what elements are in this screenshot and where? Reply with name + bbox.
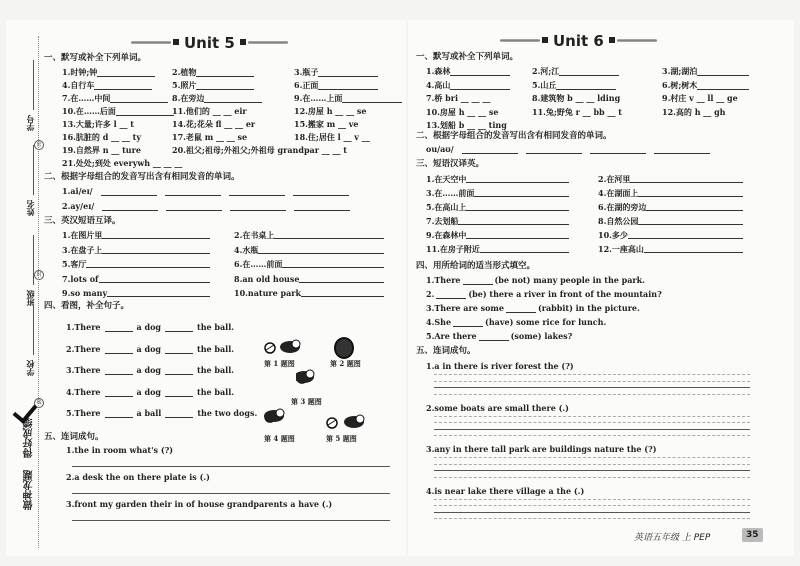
fill-item (426, 303, 640, 313)
answer-blank[interactable] (293, 187, 349, 196)
item-text: a dog (136, 322, 162, 332)
title-decoration-icon (173, 39, 179, 45)
answer-blank[interactable] (165, 187, 221, 196)
word-item (662, 80, 749, 90)
section-heading: 三、短语汉译英。 (416, 159, 485, 169)
item-text: the ball. (197, 365, 235, 375)
item-text: 7.去划船 (426, 216, 459, 226)
answer-blank[interactable] (105, 366, 133, 375)
picture-caption: 第 5 题图 (326, 434, 357, 443)
item-text: 6.正面 (294, 80, 319, 90)
section-heading: 一、默写或补全下列单词。 (44, 53, 147, 63)
item-text: 4.水瓶 (234, 244, 259, 255)
word-item (62, 106, 174, 116)
reorder-item: 2.a desk the on there plate is (.) (66, 472, 210, 482)
item-text: (some) lakes? (510, 331, 573, 341)
answer-blank[interactable] (630, 174, 743, 183)
sidebar-label: 学号 (25, 115, 35, 131)
word-item (62, 145, 141, 155)
item-text: (rabbit) in the picture. (537, 303, 640, 313)
answer-blank[interactable] (697, 67, 749, 76)
word-item (62, 80, 152, 90)
sidebar-label: 姓名 (25, 200, 35, 216)
item-text: 5.山丘 (532, 79, 557, 90)
word-item (172, 67, 254, 77)
item-text: 9.so many (62, 288, 108, 298)
item-text: the ball. (197, 386, 235, 397)
phonics-item (62, 201, 350, 211)
phrase-item (234, 288, 384, 298)
item-text: 1.时钟;钟 (62, 67, 98, 77)
item-text: 12.一座高山 (598, 244, 644, 254)
item-text: 3.湖;湖泊 (662, 66, 698, 76)
answer-line[interactable] (434, 477, 750, 478)
answer-line[interactable] (434, 464, 750, 465)
answer-line[interactable] (434, 387, 750, 388)
item-text: 3.在盘子上 (62, 244, 103, 255)
item-text: 13.划船 b __ __ ting (426, 120, 507, 130)
item-text: 2.在河里 (598, 174, 631, 184)
seal-circle: 密 (34, 140, 44, 150)
answer-blank[interactable] (466, 202, 569, 211)
answer-line[interactable] (434, 374, 750, 375)
answer-blank[interactable] (466, 174, 569, 183)
answer-blank[interactable] (590, 145, 646, 154)
phrase-item (426, 216, 569, 226)
phrase-item (62, 245, 210, 255)
word-item (662, 66, 749, 76)
answer-line[interactable] (434, 512, 750, 513)
answer-blank[interactable] (628, 230, 743, 239)
item-text: a dog (136, 365, 162, 375)
item-text: 4.高山 (426, 79, 451, 90)
item-text: 1.森林 (426, 66, 451, 76)
answer-blank[interactable] (458, 216, 569, 225)
section-heading: 五、连词成句。 (44, 432, 104, 442)
answer-blank[interactable] (644, 244, 743, 253)
item-text: 2.ay/eɪ/ (62, 201, 95, 211)
phrase-item (234, 230, 384, 240)
title-decoration (500, 39, 540, 42)
item-text: 1.ai/eɪ/ (62, 186, 93, 196)
word-item (294, 132, 370, 142)
title-decoration (248, 41, 288, 44)
book-title: 英语五年级 上 PEP (634, 533, 711, 543)
answer-blank[interactable] (463, 276, 493, 285)
phrase-item (598, 202, 743, 212)
sentence-item (66, 322, 234, 332)
answer-line[interactable] (434, 505, 750, 506)
answer-blank[interactable] (258, 245, 384, 254)
answer-blank[interactable] (165, 345, 193, 354)
item-text: 11.兔;野兔 r __ bb __ t (532, 106, 622, 117)
item-text: 8.an old house (234, 273, 300, 284)
sentence-item (66, 344, 234, 354)
phrase-item (234, 274, 384, 284)
phrase-item (234, 245, 384, 255)
item-text: 7.桥 bri __ __ __ (426, 93, 491, 103)
answer-blank[interactable] (479, 332, 509, 341)
item-text: 2.在书桌上 (234, 230, 275, 240)
phrase-item (598, 230, 743, 240)
item-text: the ball. (197, 343, 235, 354)
word-item (294, 80, 378, 90)
phonics-item (62, 186, 349, 196)
section-heading: 一、默写或补全下列单词。 (416, 52, 519, 62)
answer-line[interactable] (434, 518, 750, 519)
reorder-item: 3.any in there tall park are buildings nature the (?) (426, 444, 657, 454)
answer-blank[interactable] (105, 345, 133, 354)
item-text: 16.肮脏的 d __ __ ty (62, 132, 141, 142)
answer-line[interactable] (434, 416, 750, 417)
answer-blank[interactable] (105, 323, 133, 332)
answer-line[interactable] (434, 457, 750, 458)
dog-ball-picture-5 (326, 413, 366, 429)
item-text: a ball (136, 408, 162, 418)
item-text: 7.在……中间 (62, 93, 111, 103)
item-text: 6.在……前面 (234, 259, 283, 269)
word-item (62, 93, 168, 103)
word-item (532, 107, 622, 117)
answer-blank[interactable] (229, 187, 285, 196)
answer-blank[interactable] (107, 288, 210, 297)
answer-blank[interactable] (506, 304, 536, 313)
title-decoration-icon (542, 37, 548, 43)
word-item (426, 66, 510, 76)
answer-blank[interactable] (697, 81, 749, 90)
item-text: 1.在图片里 (62, 230, 103, 240)
item-text: the ball. (197, 322, 235, 332)
item-text: 10.多少 (598, 230, 628, 240)
item-text: 11.在房子附近 (426, 244, 480, 254)
item-text: 4.自行车 (62, 80, 95, 90)
answer-blank[interactable] (474, 188, 569, 197)
answer-blank[interactable] (99, 274, 211, 283)
phonics-item (426, 144, 710, 154)
phrase-item (426, 174, 569, 184)
sentence-item (66, 408, 257, 418)
sentence-item (66, 387, 234, 397)
answer-blank[interactable] (165, 366, 193, 375)
item-text: 12.房屋 h __ __ se (294, 106, 367, 116)
answer-blank[interactable] (116, 107, 174, 116)
title-decoration-icon (240, 39, 246, 45)
answer-blank[interactable] (165, 323, 193, 332)
word-item (294, 119, 358, 129)
answer-blank[interactable] (94, 81, 152, 90)
dog-ball-picture-2 (334, 337, 354, 359)
item-text: 9.在森林中 (426, 230, 467, 240)
word-item (294, 106, 366, 116)
word-item (172, 80, 254, 90)
item-text: 1.There (426, 275, 461, 285)
item-text: ou/aʊ/ (426, 144, 454, 154)
fill-item (426, 331, 572, 341)
answer-blank[interactable] (526, 145, 582, 154)
item-text: 14.花;花朵 fl __ __ er (172, 119, 256, 129)
word-item (172, 119, 255, 129)
page-number: 35 (742, 528, 763, 542)
picture-caption: 第 2 题图 (330, 359, 361, 368)
item-text: 5.Are there (426, 331, 477, 341)
phrase-item (426, 188, 569, 198)
answer-blank[interactable] (646, 202, 743, 211)
word-item (62, 158, 182, 168)
answer-blank[interactable] (638, 188, 743, 197)
item-text: 2. (426, 289, 435, 299)
phrase-item (426, 202, 569, 212)
answer-blank[interactable] (196, 81, 254, 90)
fill-item (426, 275, 645, 285)
item-text: 5.There (66, 408, 101, 418)
dog-ball-picture-4 (264, 407, 286, 423)
answer-line[interactable] (72, 520, 390, 521)
item-text: 5.照片 (172, 80, 197, 90)
section-heading: 二、根据字母组合的发音写出含有相同发音的单词。 (416, 131, 612, 141)
item-text: 21.处处;到处 everywh __ __ __ (62, 158, 183, 168)
item-text: 17.老鼠 m __ __ se (172, 132, 248, 142)
phrase-item (426, 244, 569, 254)
answer-blank[interactable] (101, 187, 157, 196)
phrase-item (426, 230, 569, 240)
phrase-item (62, 288, 210, 298)
item-text: 7.lots of (62, 273, 99, 284)
item-text: 13.大量;许多 l __ t (62, 119, 134, 129)
item-text: 8.在旁边 (172, 93, 205, 103)
answer-line[interactable] (72, 493, 390, 494)
item-text: a dog (136, 343, 162, 354)
slogan: 得好成绩 (24, 418, 35, 458)
word-item (662, 107, 726, 117)
section-heading: 二、根据字母组合的发音写出含有相同发音的单词。 (44, 172, 240, 182)
item-text: (have) some rice for lunch. (485, 317, 607, 327)
sidebar-fill-line[interactable] (33, 305, 34, 355)
item-text: 2.河;江 (532, 66, 560, 76)
answer-line[interactable] (434, 422, 750, 423)
answer-blank[interactable] (318, 68, 378, 77)
item-text: 9.在……上面 (294, 93, 343, 103)
sidebar-fill-line[interactable] (33, 145, 34, 195)
answer-line[interactable] (434, 499, 750, 500)
reorder-item: 2.some boats are small there (.) (426, 402, 569, 413)
item-text: 3.在……前面 (426, 188, 475, 198)
reorder-item: 4.is near lake there village a the (.) (426, 485, 585, 496)
item-text: 8.自然公园 (598, 216, 639, 226)
sidebar-label: 班级 (25, 290, 35, 306)
word-item (62, 132, 141, 142)
item-text: 12.高的 h __ gh (662, 106, 726, 117)
answer-line[interactable] (434, 381, 750, 382)
item-text: 10.nature park (234, 288, 302, 298)
word-item (172, 93, 262, 103)
answer-blank[interactable] (559, 67, 619, 76)
item-text: 9.村庄 v __ ll __ ge (662, 93, 738, 103)
answer-blank[interactable] (196, 68, 254, 77)
item-text: 3.There are some (426, 303, 504, 313)
answer-blank[interactable] (654, 145, 710, 154)
phrase-item (234, 259, 384, 269)
item-text: 3.There (66, 365, 101, 375)
word-item (426, 107, 498, 117)
item-text: 5.在高山上 (426, 202, 467, 212)
answer-blank[interactable] (166, 202, 222, 211)
answer-line[interactable] (434, 429, 750, 430)
word-item (62, 119, 134, 129)
answer-blank[interactable] (165, 388, 193, 397)
item-text: 18.住;居住 l __ v __ (294, 132, 370, 142)
picture-caption: 第 4 题图 (264, 434, 295, 443)
picture-caption: 第 3 题图 (291, 397, 322, 406)
word-item (172, 106, 247, 116)
phrase-item (62, 230, 210, 240)
reorder-item: 1.the in room what's (?) (66, 445, 174, 455)
item-text: 2.植物 (172, 67, 197, 77)
dog-ball-picture-3 (296, 368, 316, 384)
sentence-item (66, 365, 234, 375)
seal-circle: 封 (34, 270, 44, 280)
item-text: 6.树;树木 (662, 79, 698, 90)
sidebar-label: 学校 (25, 360, 35, 376)
title-decoration (131, 41, 171, 44)
answer-blank[interactable] (299, 274, 384, 283)
answer-blank[interactable] (318, 81, 378, 90)
right-page (408, 20, 794, 556)
item-text: 2.There (66, 343, 101, 354)
item-text: 15.搬家 m __ ve (294, 119, 359, 129)
item-text: 19.自然界 n __ ture (62, 145, 141, 155)
seal-circle: 线 (34, 398, 44, 408)
answer-blank[interactable] (204, 94, 262, 103)
phrase-item (62, 274, 210, 284)
fill-item (426, 317, 606, 327)
word-item (532, 93, 620, 103)
item-text: 1.在天空中 (426, 174, 467, 184)
answer-line[interactable] (434, 435, 750, 436)
word-item (426, 120, 507, 130)
picture-caption: 第 1 题图 (264, 359, 295, 368)
item-text: a dog (136, 386, 162, 397)
answer-blank[interactable] (342, 94, 402, 103)
item-text: (be) there a river in front of the mountain? (468, 289, 662, 299)
phrase-item (62, 259, 210, 269)
answer-line[interactable] (434, 470, 750, 471)
word-item (662, 93, 738, 103)
item-text: 6.在湖的旁边 (598, 202, 647, 212)
answer-blank[interactable] (462, 145, 518, 154)
item-text: 10.在……后面 (62, 106, 116, 116)
section-heading: 四、看图，补全句子。 (44, 301, 130, 311)
sidebar-fill-line[interactable] (33, 60, 34, 110)
word-item (532, 66, 619, 76)
item-text: 11.他们的 __ __ eir (172, 106, 247, 116)
word-item (426, 80, 510, 90)
answer-blank[interactable] (97, 68, 155, 77)
answer-blank[interactable] (165, 409, 193, 418)
phrase-item (598, 174, 743, 184)
answer-blank[interactable] (638, 216, 743, 225)
left-page (6, 20, 406, 556)
answer-line[interactable] (72, 466, 390, 467)
title-decoration (617, 39, 657, 42)
section-heading: 四、用所给词的适当形式填空。 (416, 261, 536, 271)
reorder-item: 1.a in there is river forest the (?) (426, 361, 574, 371)
answer-blank[interactable] (282, 259, 384, 268)
phrase-item (598, 188, 743, 198)
answer-blank[interactable] (102, 230, 210, 239)
answer-blank[interactable] (105, 388, 133, 397)
phrase-item (598, 244, 743, 254)
item-text: 4.She (426, 317, 452, 327)
word-item (62, 67, 155, 77)
word-item (172, 132, 247, 142)
fill-item (426, 289, 662, 299)
item-text: the two dogs. (197, 408, 258, 418)
answer-blank[interactable] (102, 202, 158, 211)
item-text: 1.There (66, 322, 101, 332)
word-item (426, 93, 490, 103)
slogan: 做神龙题 (24, 470, 35, 510)
item-text: 5.客厅 (62, 259, 87, 269)
answer-blank[interactable] (556, 81, 616, 90)
answer-line[interactable] (434, 394, 750, 395)
answer-blank[interactable] (450, 81, 510, 90)
answer-blank[interactable] (450, 67, 510, 76)
word-item (294, 93, 402, 103)
word-item (172, 145, 347, 155)
item-text: 4.There (66, 386, 101, 397)
seal-dotted-line (38, 36, 39, 548)
answer-blank[interactable] (230, 202, 286, 211)
word-item (294, 67, 378, 77)
item-text: 3.瓶子 (294, 67, 319, 77)
title-decoration-icon (609, 37, 615, 43)
answer-blank[interactable] (294, 202, 350, 211)
answer-blank[interactable] (105, 409, 133, 418)
item-text: (be not) many people in the park. (494, 275, 645, 285)
answer-blank[interactable] (301, 288, 384, 297)
answer-blank[interactable] (102, 245, 210, 254)
item-text: 8.建筑物 b __ __ lding (532, 93, 621, 103)
item-text: 10.房屋 h __ __ se (426, 106, 499, 117)
section-heading: 三、英汉短语互译。 (44, 216, 121, 226)
answer-blank[interactable] (110, 94, 168, 103)
answer-blank[interactable] (453, 318, 483, 327)
answer-blank[interactable] (274, 230, 384, 239)
section-heading: 五、连词成句。 (416, 346, 476, 356)
dog-ball-picture-1 (264, 338, 302, 354)
item-text: 20.祖父;祖母;外祖父;外祖母 grandpar __ __ t (172, 145, 348, 155)
answer-blank[interactable] (480, 244, 569, 253)
item-text: 4.在湖面上 (598, 188, 639, 198)
answer-blank[interactable] (86, 259, 210, 268)
unit-title: Unit 5 (184, 34, 235, 52)
reorder-item: 3.front my garden their in of house grandparents a have (.) (66, 499, 333, 509)
answer-blank[interactable] (466, 230, 569, 239)
unit-title: Unit 6 (553, 32, 604, 50)
phrase-item (598, 216, 743, 226)
answer-blank[interactable] (436, 290, 466, 299)
word-item (532, 80, 616, 90)
